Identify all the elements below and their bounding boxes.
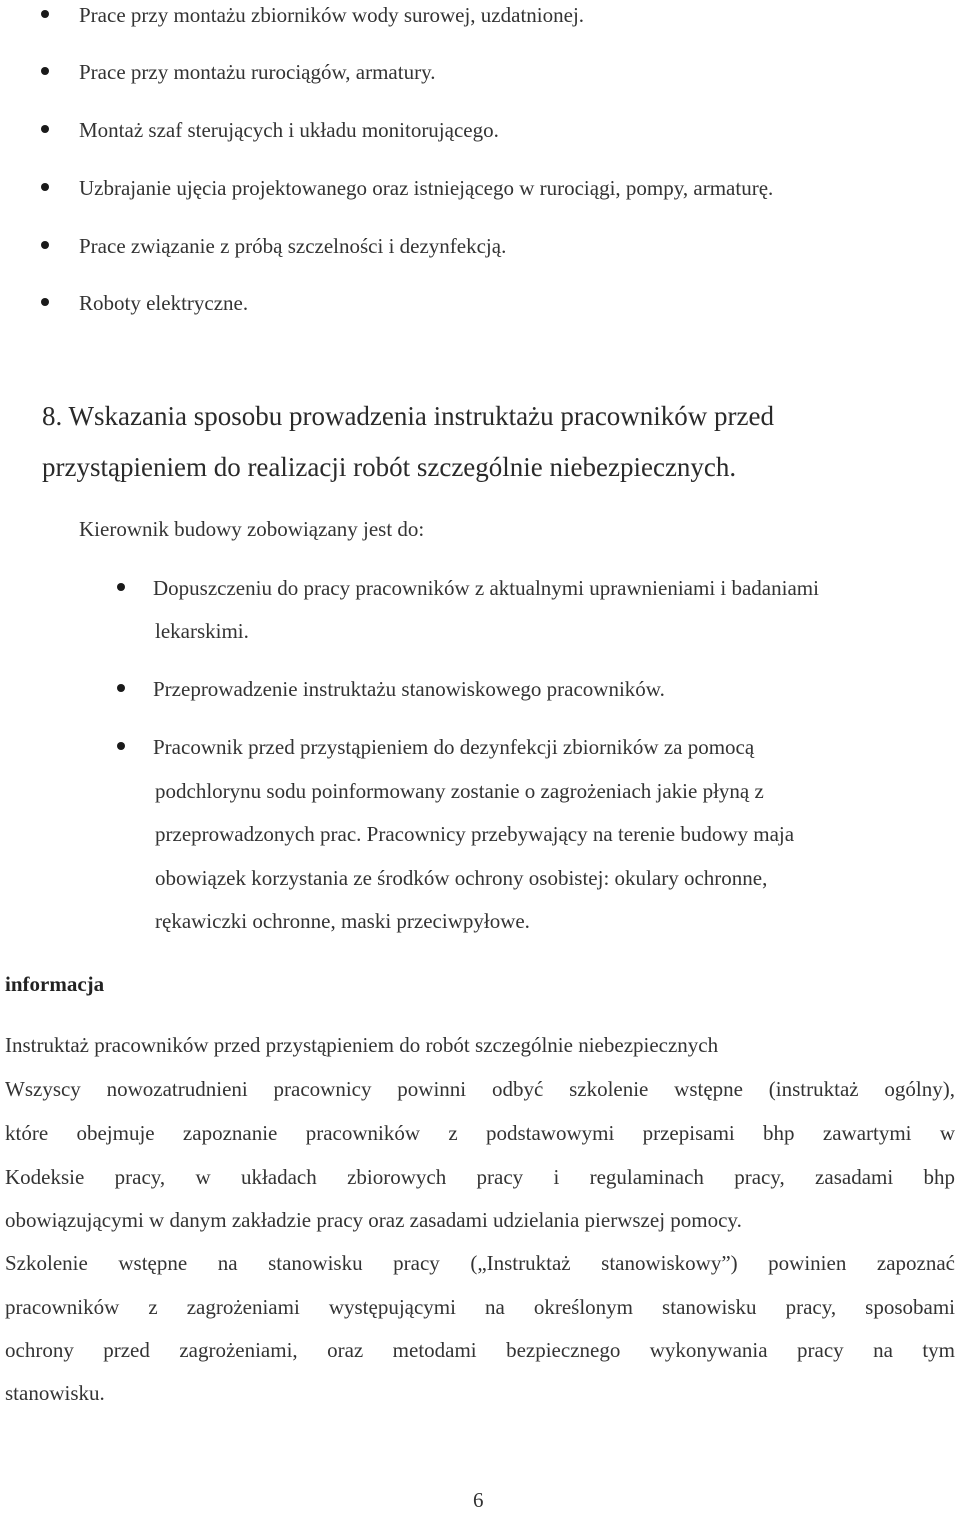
section-heading-line2: przystąpieniem do realizacji robót szczególnie niebezpiecznych. <box>42 452 737 482</box>
bullet-icon <box>117 583 125 591</box>
list-item-line: rękawiczki ochronne, maski przeciwpyłowe. <box>155 909 530 933</box>
paragraph-line: obowiązującymi w danym zakładzie pracy oraz zasadami udzielania pierwszej pomocy. <box>5 1208 742 1232</box>
bullet-icon <box>41 67 49 75</box>
list-item-line: podchlorynu sodu poinformowany zostanie o zagrożeniach jakie płyną z <box>155 779 764 803</box>
paragraph-line: Kodeksie pracy, w układach zbiorowych pracy i regulaminach pracy, zasadami bhp <box>5 1165 955 1189</box>
bullet-icon <box>117 684 125 692</box>
bullet-icon <box>41 125 49 133</box>
list-item-line: Pracownik przed przystąpieniem do dezynfekcji zbiorników za pomocą <box>153 735 755 759</box>
list-item: Prace przy montażu rurociągów, armatury. <box>79 60 436 84</box>
bullet-icon <box>41 183 49 191</box>
section-heading-line1: 8. Wskazania sposobu prowadzenia instruktażu pracowników przed <box>42 401 775 431</box>
bullet-icon <box>117 742 125 750</box>
list-item-line: Przeprowadzenie instruktażu stanowiskowego pracowników. <box>153 677 665 701</box>
list-item-line: przeprowadzonych prac. Pracownicy przebywający na terenie budowy maja <box>155 822 795 846</box>
page-number: 6 <box>473 1488 484 1512</box>
paragraph-line: pracowników z zagrożeniami występującymi na określonym stanowisku pracy, sposobami <box>5 1295 955 1319</box>
paragraph-line: ochrony przed zagrożeniami, oraz metodami bezpiecznego wykonywania pracy na tym <box>5 1338 955 1362</box>
bullet-icon <box>41 10 49 18</box>
paragraph-line: które obejmuje zapoznanie pracowników z podstawowymi przepisami bhp zawartymi w <box>5 1121 955 1145</box>
paragraph-line: Wszyscy nowozatrudnieni pracownicy powinni odbyć szkolenie wstępne (instruktaż ogólny), <box>5 1077 955 1101</box>
list-item-line: obowiązek korzystania ze środków ochrony osobistej: okulary ochronne, <box>155 866 768 890</box>
paragraph-line: Szkolenie wstępne na stanowisku pracy („Instruktaż stanowiskowy”) powinien zapoznać <box>5 1251 955 1275</box>
list-item: Roboty elektryczne. <box>79 291 249 315</box>
bullet-icon <box>41 298 49 306</box>
list-item: Prace przy montażu zbiorników wody surowej, uzdatnionej. <box>79 3 585 27</box>
list-item: Montaż szaf sterujących i układu monitorującego. <box>79 118 499 142</box>
section-intro: Kierownik budowy zobowiązany jest do: <box>79 517 425 541</box>
paragraph-line: stanowisku. <box>5 1381 105 1405</box>
bullet-icon <box>41 241 49 249</box>
info-label: informacja <box>5 972 105 996</box>
info-title: Instruktaż pracowników przed przystąpieniem do robót szczególnie niebezpiecznych <box>5 1033 719 1057</box>
list-item: Uzbrajanie ujęcia projektowanego oraz istniejącego w rurociągi, pompy, armaturę. <box>79 176 774 200</box>
list-item: Prace związanie z próbą szczelności i dezynfekcją. <box>79 234 507 258</box>
list-item-line: Dopuszczeniu do pracy pracowników z aktualnymi uprawnieniami i badaniami <box>153 576 819 600</box>
list-item-line: lekarskimi. <box>155 619 249 643</box>
